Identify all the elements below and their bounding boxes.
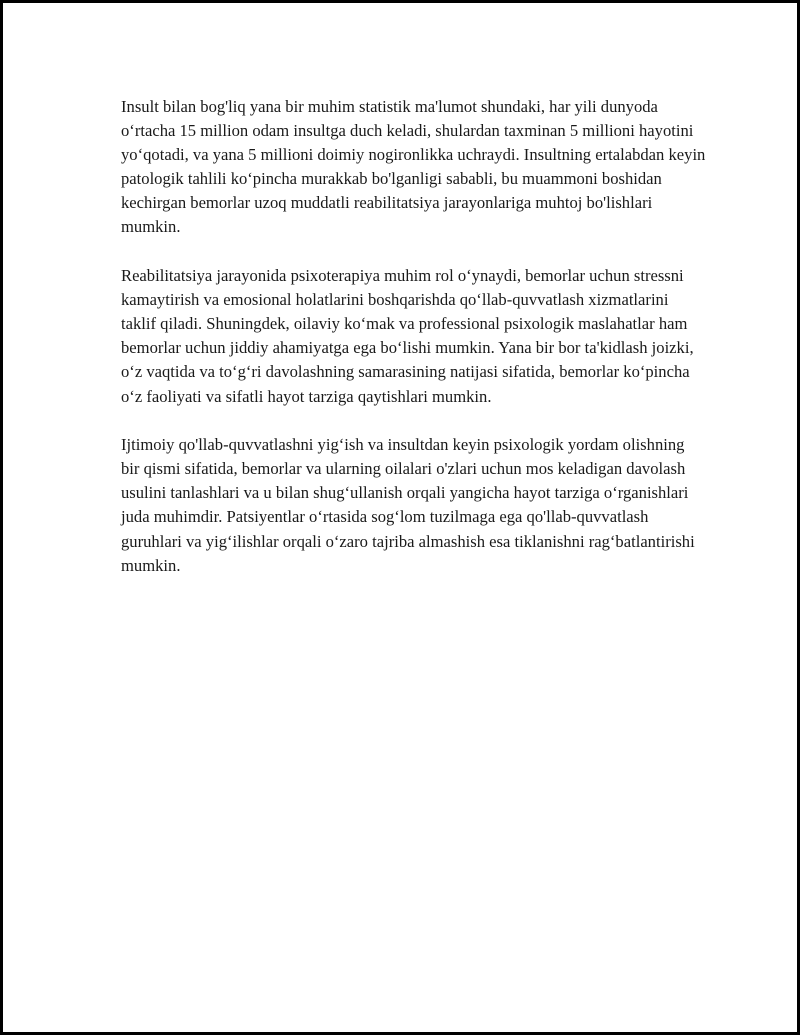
paragraph-statistics: Insult bilan bog'liq yana bir muhim statistik ma'lumot shundaki, har yili dunyoda oʻrtacha 15 million odam insultga duch keladi, shulardan taxminan 5 millioni hayotini yoʻqotadi, va yana 5 millioni doimiy nogironlikka uchraydi. Insultning ertalabdan keyin patologik tahlili koʻpincha murakkab bo'lganligi sababli, bu muammoni boshidan kechirgan bemorlar uzoq muddatli reabilitatsiya jarayonlariga muhtoj bo'lishlari mumkin.	[121, 97, 706, 237]
document-body	[121, 95, 706, 602]
paragraph-social-support: Ijtimoiy qo'llab-quvvatlashni yigʻish va insultdan keyin psixologik yordam olishning bir qismi sifatida, bemorlar va ularning oilalari o'zlari uchun mos keladigan davolash usulini tanlashlari va u bilan shugʻullanish orqali yangicha hayot tarziga oʻrganishlari juda muhimdir. Patsiyentlar oʻrtasida sogʻlom tuzilmaga ega qo'llab-quvvatlash guruhlari va yigʻilishlar orqali oʻzaro tajriba almashish esa tiklanishni ragʻbatlantirishi mumkin.	[121, 435, 695, 575]
paragraph-rehabilitation: Reabilitatsiya jarayonida psixoterapiya muhim rol oʻynaydi, bemorlar uchun stressni kamaytirish va emosional holatlarini boshqarishda qoʻllab-quvvatlash xizmatlarini taklif qiladi. Shuningdek, oilaviy koʻmak va professional psixologik maslahatlar ham bemorlar uchun jiddiy ahamiyatga ega boʻlishi mumkin. Yana bir bor ta'kidlash joizki, oʻz vaqtida va toʻgʻri davolashning samarasining natijasi sifatida, bemorlar koʻpincha oʻz faoliyati va sifatli hayot tarziga qaytishlari mumkin.	[121, 266, 694, 406]
